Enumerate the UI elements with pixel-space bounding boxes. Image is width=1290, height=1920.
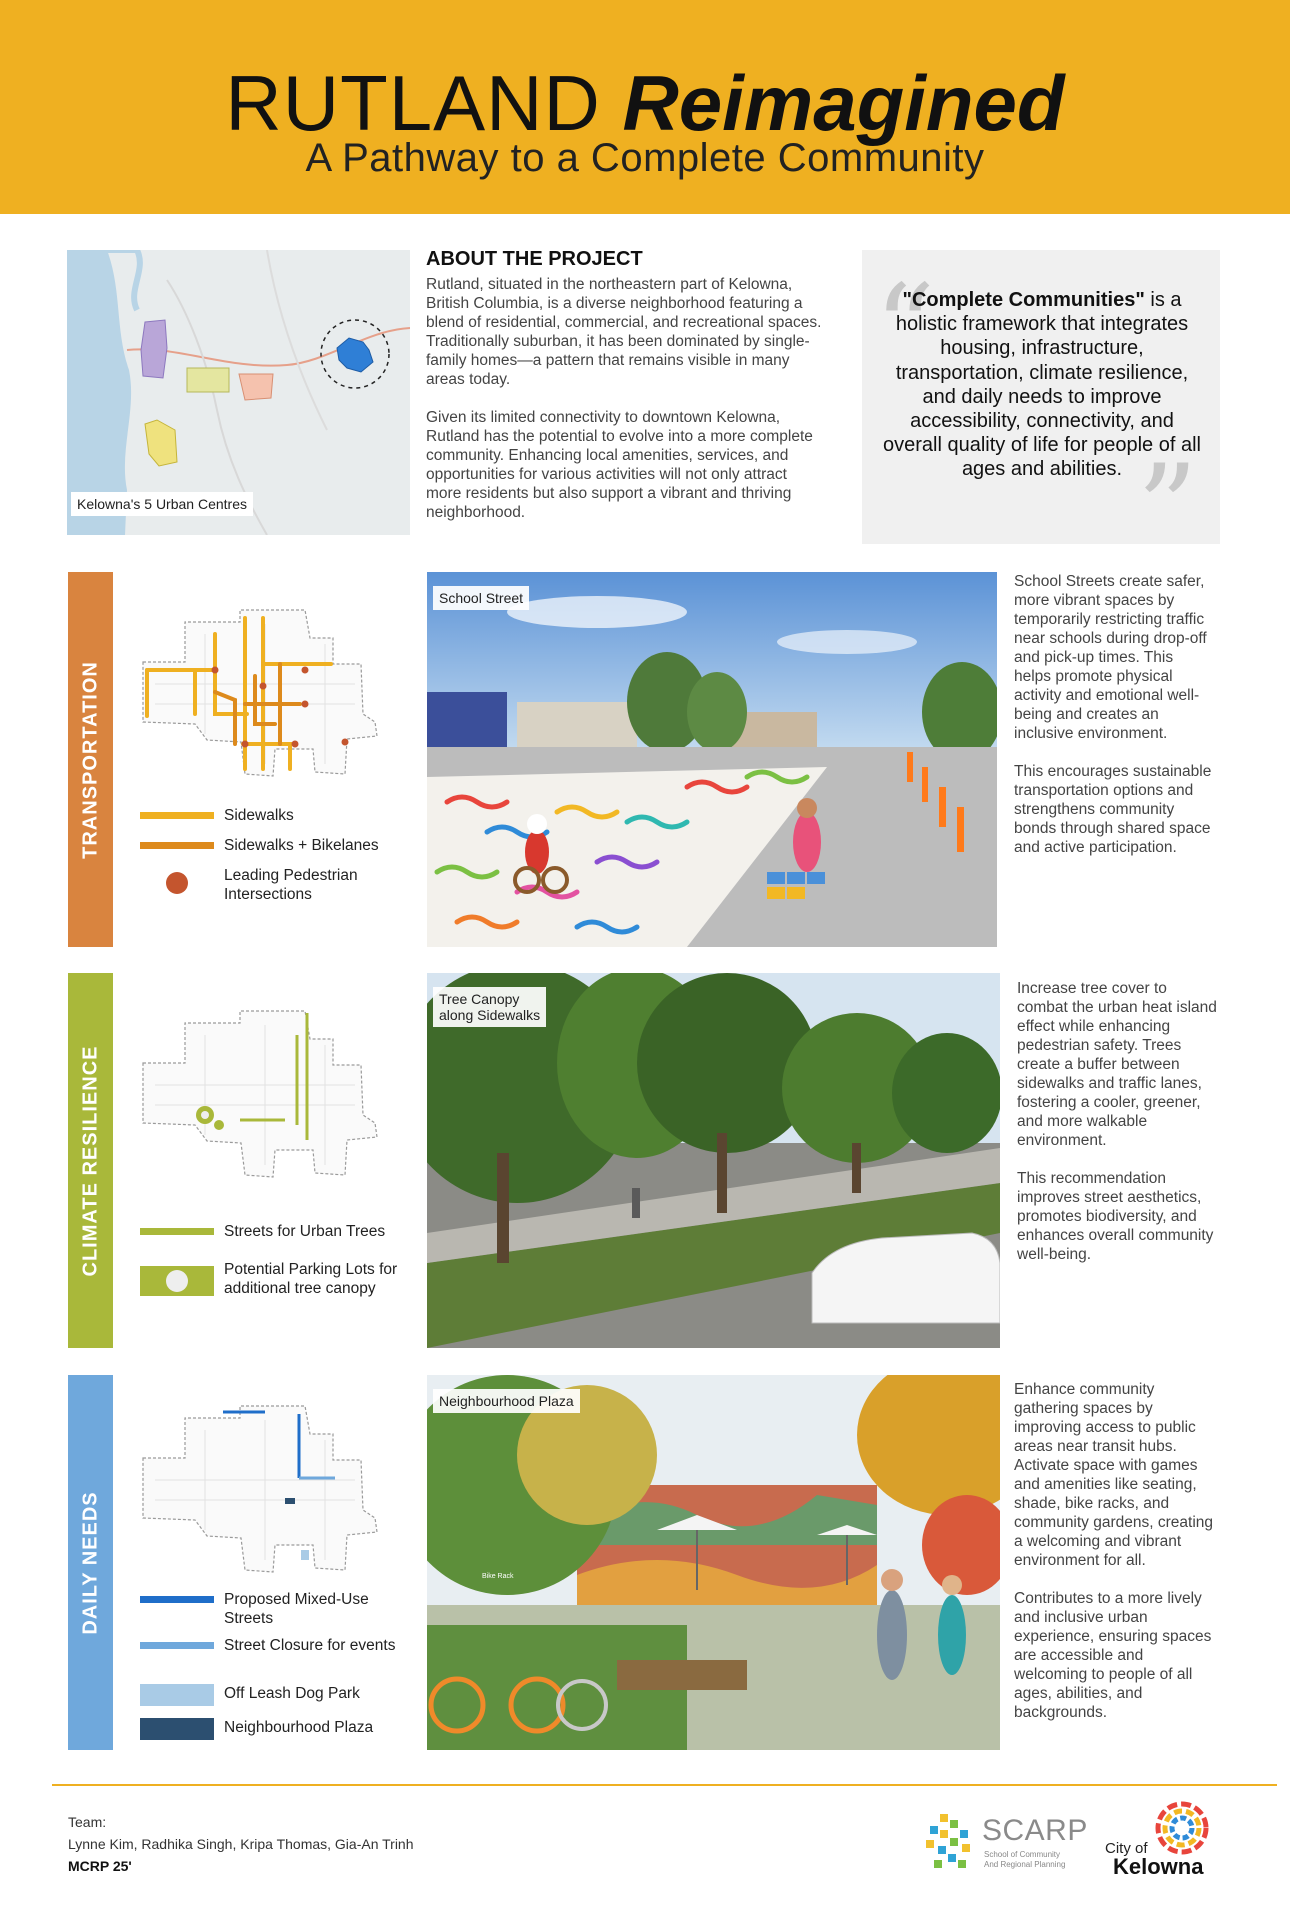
daily-needs-map	[135, 1400, 415, 1575]
school-street-label: School Street	[433, 586, 529, 610]
tree-canopy-photo	[427, 973, 1000, 1348]
program-code: MCRP 25'	[68, 1858, 132, 1874]
title-reimagined: Reimagined	[622, 59, 1065, 147]
transportation-band	[68, 572, 113, 947]
about-title: ABOUT THE PROJECT	[426, 248, 643, 270]
page-title	[0, 58, 1290, 148]
transportation-band-label: TRANSPORTATION	[79, 660, 101, 859]
quote-text	[882, 288, 1202, 482]
quote-bold: "Complete Communities"	[902, 289, 1145, 311]
climate-band-label: CLIMATE RESILIENCE	[79, 1045, 101, 1276]
footer-divider	[52, 1784, 1277, 1786]
legend-label: Sidewalks	[224, 807, 294, 824]
about-paragraph-1: Rutland, situated in the northeastern part of Kelowna, British Columbia, is a diverse neighborhood featuring a blend of residential, commercial, and recreational spaces. Traditionally suburban, it has been dominated by single-family homes—a pattern that remains visible in many areas today.	[426, 276, 822, 388]
open-quote-icon: “	[874, 260, 936, 399]
header-banner	[0, 0, 1290, 214]
transportation-description	[1014, 572, 1214, 857]
neighbourhood-plaza-label: Neighbourhood Plaza	[433, 1389, 580, 1413]
daily-needs-band-label: DAILY NEEDS	[79, 1490, 101, 1635]
daily-needs-band	[68, 1375, 113, 1750]
quote-rest: is a holistic framework that integrates housing, infrastructure, transportation, climate resilience, and daily needs to improve accessibility, connectivity, and overall quality of life for people of all ages and abilities.	[883, 289, 1201, 481]
close-quote-icon: ”	[1136, 440, 1198, 579]
scarp-mosaic-icon	[922, 1808, 982, 1878]
neighbourhood-plaza-illustration	[427, 1375, 1000, 1750]
map-caption: Kelowna's 5 Urban Centres	[71, 492, 253, 516]
scarp-name: SCARP	[982, 1814, 1088, 1847]
city-of-text: City of	[1105, 1840, 1148, 1857]
urban-centres-map	[67, 250, 410, 535]
quote-box	[862, 250, 1220, 579]
climate-text-1: Increase tree cover to combat the urban heat island effect while enhancing pedestrian safety. Trees create a buffer between sidewalks and traffic lanes, fostering a cooler, greener, and more walkable environment.	[1017, 980, 1217, 1149]
kelowna-text: Kelowna	[1113, 1854, 1204, 1879]
scarp-subtitle: School of Community And Regional Planning	[984, 1850, 1066, 1869]
tree-canopy-label-line1: Tree Canopy	[439, 991, 520, 1007]
about-body	[426, 275, 826, 522]
about-paragraph-2: Given its limited connectivity to downtown Kelowna, Rutland has the potential to evolve into a more complete community. Enhancing local amenities, services, and opportunities for various activities will not only attract more residents but also support a vibrant and thriving neighborhood.	[426, 409, 813, 521]
transportation-text-2: This encourages sustainable transportation options and strengthens community bonds through shared space and active participation.	[1014, 763, 1212, 856]
school-street-photo	[427, 572, 997, 947]
daily-needs-text-1: Enhance community gathering spaces by improving access to public areas near transit hubs. Activate space with games and amenities like seating, shade, bike racks, and community gardens, creating a welcoming and vibrant environment for all.	[1014, 1381, 1214, 1569]
sidewalks-swatch	[140, 812, 214, 819]
legend-label: Streets for Urban Trees	[224, 1223, 386, 1240]
tree-canopy-label-line2: along Sidewalks	[439, 1007, 541, 1023]
team-names: Lynne Kim, Radhika Singh, Kripa Thomas, Gia-An Trinh	[68, 1836, 414, 1852]
school-street-illustration	[427, 572, 997, 947]
climate-text-2: This recommendation improves street aesthetics, promotes biodiversity, and enhances overall community well-being.	[1017, 1170, 1214, 1263]
transportation-map	[135, 604, 415, 779]
legend-label: Off Leash Dog Park	[224, 1685, 360, 1702]
transportation-text-1: School Streets create safer, more vibrant spaces by temporarily restricting traffic near schools during drop-off and pick-up times. This helps promote physical activity and emotional well-being and creates an inclusive environment.	[1014, 573, 1207, 742]
daily-needs-description	[1014, 1380, 1214, 1722]
dog-park-swatch	[140, 1684, 214, 1706]
page-subtitle: A Pathway to a Complete Community	[305, 136, 985, 180]
climate-resilience-band	[68, 973, 113, 1348]
lpi-swatch	[166, 872, 188, 894]
daily-needs-text-2: Contributes to a more lively and inclusive urban experience, ensuring spaces are accessible and welcoming to people of all ages, abilities, and backgrounds.	[1014, 1590, 1212, 1721]
title-rutland: RUTLAND	[225, 59, 601, 147]
climate-description	[1017, 979, 1217, 1264]
team-label: Team:	[68, 1814, 107, 1830]
parking-lots-swatch	[140, 1266, 214, 1296]
legend-label: Sidewalks + Bikelanes	[224, 837, 379, 854]
bike-rack-label: Bike Rack	[482, 1573, 514, 1580]
mixed-use-swatch	[140, 1596, 214, 1603]
neighbourhood-plaza-photo	[427, 1375, 1000, 1750]
legend-label: Street Closure for events	[224, 1637, 396, 1654]
climate-map	[135, 1005, 415, 1180]
street-closure-swatch	[140, 1642, 214, 1649]
legend-label: Proposed Mixed-Use Streets	[224, 1591, 369, 1627]
city-of-kelowna-logo	[1100, 1798, 1220, 1878]
sidewalks-bikelanes-swatch	[140, 842, 214, 849]
plaza-swatch	[140, 1718, 214, 1740]
kelowna-sun-icon	[1152, 1798, 1212, 1858]
scarp-logo	[922, 1808, 1088, 1878]
urban-trees-swatch	[140, 1228, 214, 1235]
tree-canopy-illustration	[427, 973, 1000, 1348]
legend-label: Leading Pedestrian Intersections	[224, 867, 358, 903]
legend-label: Potential Parking Lots for additional tree canopy	[224, 1261, 398, 1297]
legend-label: Neighbourhood Plaza	[224, 1719, 374, 1736]
tree-canopy-label	[433, 987, 546, 1027]
